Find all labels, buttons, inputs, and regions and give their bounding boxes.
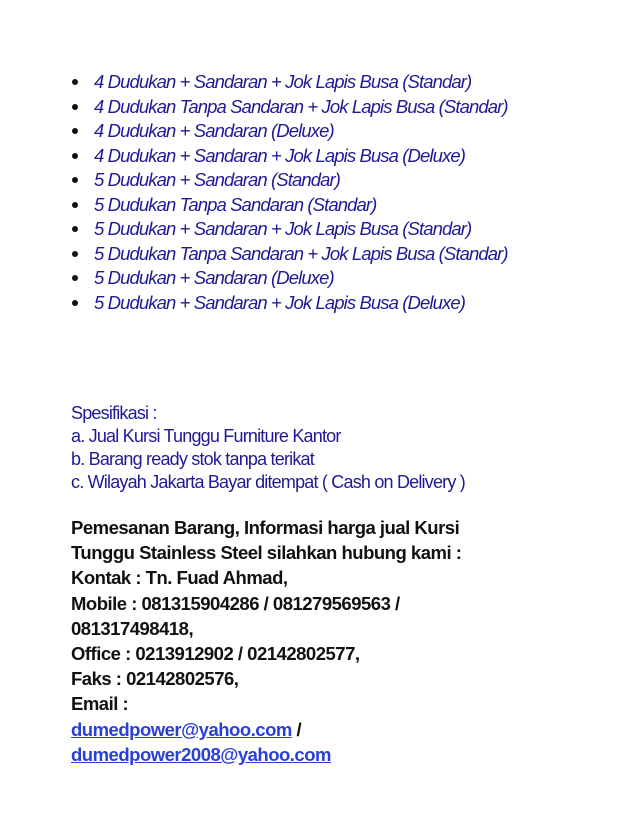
product-variant-list [66, 70, 586, 315]
list-item [66, 193, 586, 218]
spec-line: b. Barang ready stok tanpa terikat [71, 449, 314, 469]
contact-person: Kontak : Tn. Fuad Ahmad, [71, 567, 288, 589]
list-item-text: 5 Dudukan + Sandaran + Jok Lapis Busa (Standar) [94, 218, 472, 239]
spec-heading: Spesifikasi : [71, 403, 157, 423]
list-item [66, 217, 586, 242]
list-item-text: 4 Dudukan + Sandaran + Jok Lapis Busa (Standar) [94, 71, 472, 92]
bullet-icon [72, 226, 78, 232]
order-intro: Pemesanan Barang, Informasi harga jual Kursi [71, 517, 460, 538]
spec-line: a. Jual Kursi Tunggu Furniture Kantor [71, 426, 341, 446]
list-item [66, 266, 586, 291]
bullet-icon [72, 128, 78, 134]
email-link-primary[interactable]: dumedpower@yahoo.com [71, 718, 292, 740]
email-label: Email : [71, 693, 129, 715]
list-item-text: 5 Dudukan Tanpa Sandaran (Standar) [94, 193, 377, 215]
order-intro: Tunggu Stainless Steel silahkan hubung kami : [71, 542, 462, 564]
contact-section [71, 515, 611, 767]
list-item [66, 168, 586, 193]
fax-number: Faks : 02142802576, [71, 668, 239, 690]
bullet-icon [72, 104, 78, 110]
list-item-text: 4 Dudukan + Sandaran + Jok Lapis Busa (Deluxe) [94, 144, 465, 166]
list-item-text: 4 Dudukan Tanpa Sandaran + Jok Lapis Busa (Standar) [94, 95, 508, 117]
mobile-numbers: 081317498418, [71, 617, 194, 639]
mobile-numbers: Mobile : 081315904286 / 081279569563 / [71, 592, 400, 614]
list-item [66, 291, 586, 316]
list-item [66, 95, 586, 120]
bullet-icon [72, 79, 78, 85]
office-numbers: Office : 0213912902 / 02142802577, [71, 643, 360, 665]
list-item [66, 119, 586, 144]
list-item [66, 242, 586, 267]
bullet-icon [72, 153, 78, 159]
bullet-icon [72, 275, 78, 281]
bullet-icon [72, 202, 78, 208]
list-item [66, 70, 586, 95]
spec-line: c. Wilayah Jakarta Bayar ditempat ( Cash on Delivery ) [71, 472, 465, 492]
bullet-icon [72, 300, 78, 306]
list-item-text: 4 Dudukan + Sandaran (Deluxe) [94, 120, 334, 141]
bullet-icon [72, 251, 78, 257]
email-row [71, 742, 611, 767]
email-row [71, 717, 611, 742]
bullet-icon [72, 177, 78, 183]
email-separator: / [291, 718, 302, 740]
email-link-secondary[interactable]: dumedpower2008@yahoo.com [71, 743, 331, 765]
list-item-text: 5 Dudukan + Sandaran + Jok Lapis Busa (Deluxe) [94, 291, 465, 313]
list-item [66, 144, 586, 169]
specification-section [71, 402, 611, 494]
list-item-text: 5 Dudukan + Sandaran (Deluxe) [94, 267, 334, 288]
list-item-text: 5 Dudukan + Sandaran (Standar) [94, 169, 341, 190]
list-item-text: 5 Dudukan Tanpa Sandaran + Jok Lapis Busa (Standar) [94, 242, 508, 264]
